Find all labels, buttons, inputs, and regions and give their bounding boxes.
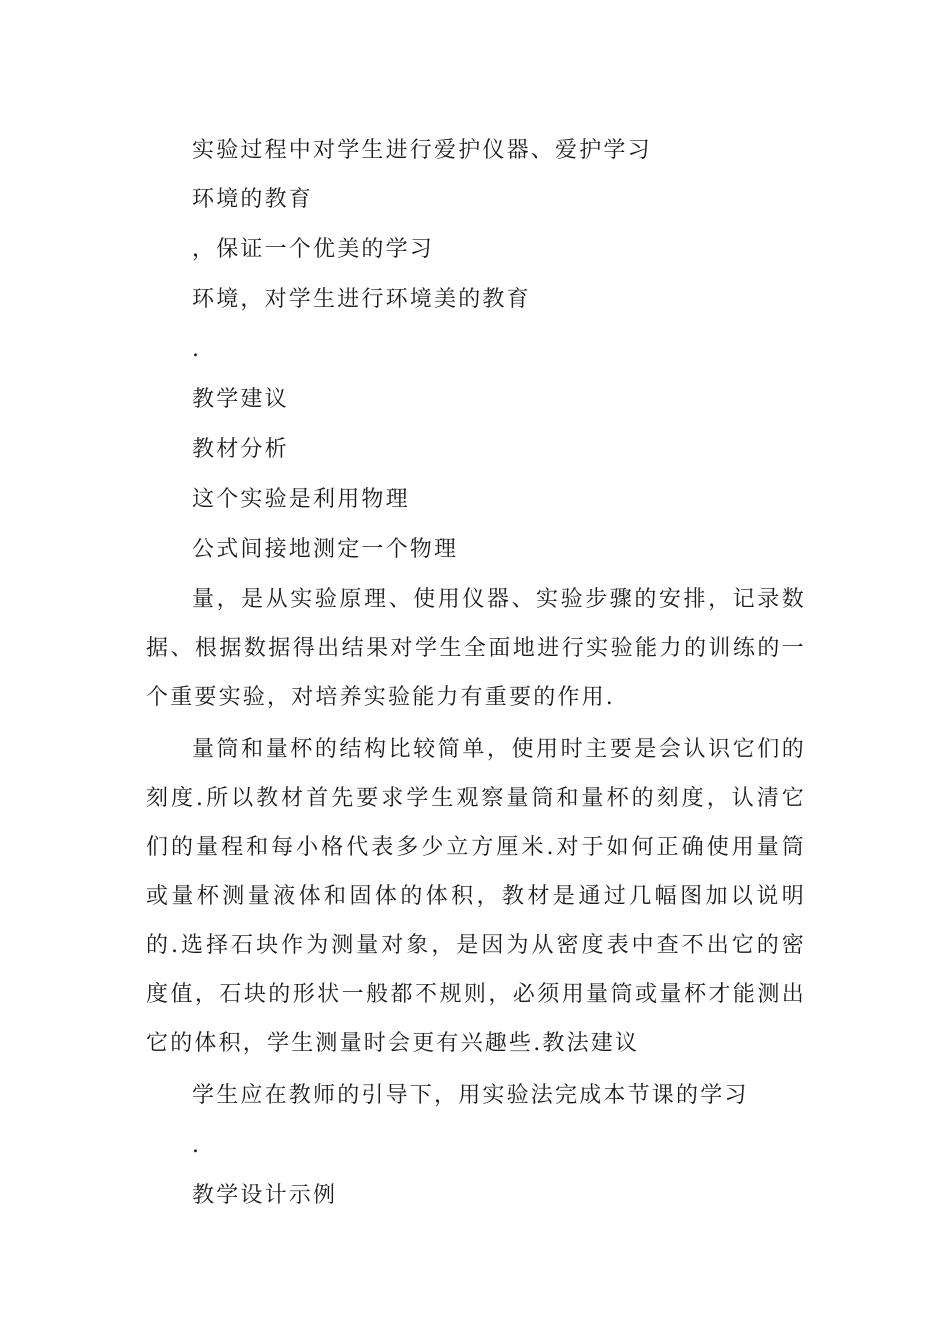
- text-line-student-guidance: 学生应在教师的引导下，用实验法完成本节课的学习: [192, 1083, 749, 1108]
- text-line-9: 公式间接地测定一个物理: [192, 537, 459, 562]
- text-line-1: 实验过程中对学生进行爱护仪器、爱护学习: [192, 138, 652, 163]
- subheading-textbook-analysis: 教材分析: [192, 437, 289, 462]
- subheading-design-example: 教学设计示例: [192, 1183, 338, 1208]
- paragraph-2: 量筒和量杯的结构比较简单，使用时主要是会认识它们的刻度.所以教材首先要求学生观察量筒和量杯的刻度，认清它们的量程和每小格代表多少立方厘米.对于如何正确使用量筒或量杯测量液体和固体的体积，教材是通过几幅图加以说明的.选择石块作为测量对象，是因为从密度表中查不出它的密度值，石块的形状一般都不规则，必须用量筒或量杯才能测出它的体积，学生测量时会更有兴趣些.教法建议: [146, 737, 806, 1056]
- paragraph-1: 量，是从实验原理、使用仪器、实验步骤的安排，记录数据、根据数据得出结果对学生全面地进行实验能力的训练的一个重要实验，对培养实验能力有重要的作用.: [146, 587, 806, 710]
- text-line-2: 环境的教育: [192, 187, 314, 212]
- text-line-8: 这个实验是利用物理: [192, 487, 410, 512]
- text-line-5: .: [192, 337, 202, 362]
- text-line-4: 环境，对学生进行环境美的教育: [192, 287, 531, 312]
- section-heading-teaching-suggestions: 教学建议: [192, 387, 289, 412]
- text-line-3: ，保证一个优美的学习: [192, 237, 435, 262]
- text-line-period: .: [192, 1133, 202, 1158]
